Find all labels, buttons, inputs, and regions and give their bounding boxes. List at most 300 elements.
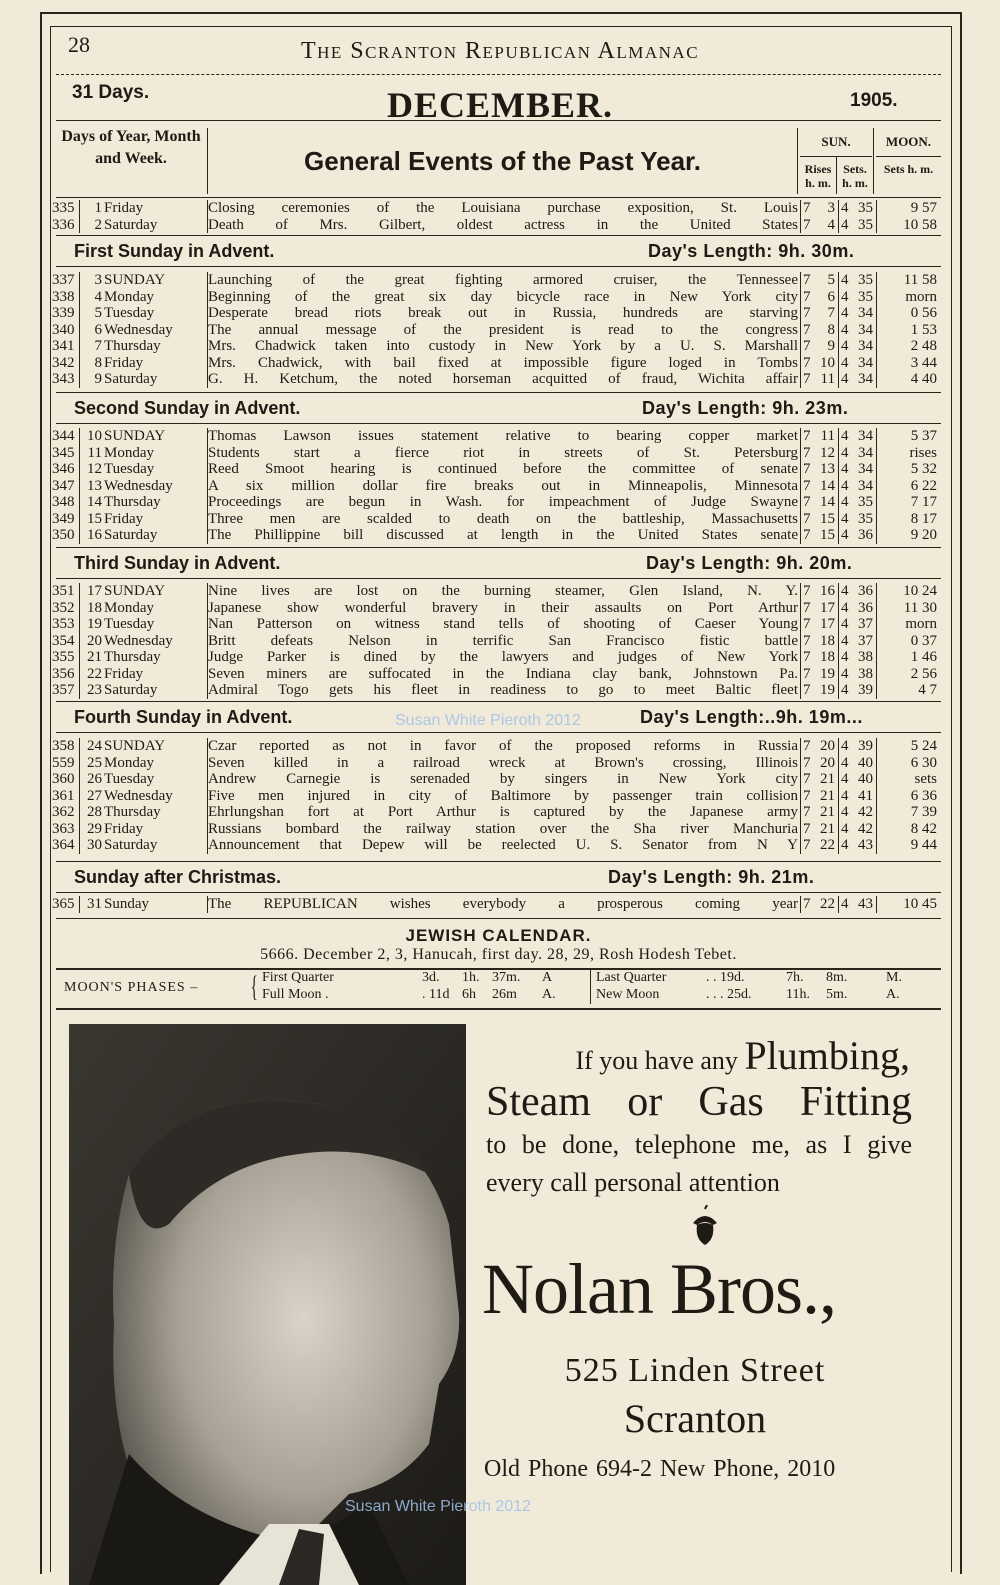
sun-sets: [839, 771, 877, 788]
sun-rises: [801, 322, 839, 339]
day-of-year: 349: [50, 511, 80, 528]
day-of-month: 9: [94, 371, 102, 387]
rise-hour: 7: [803, 665, 811, 682]
day-of-month: 30: [87, 837, 102, 853]
day-of-year: 340: [50, 322, 80, 339]
rise-hour: 7: [803, 837, 811, 853]
rise-hour: 7: [803, 305, 811, 321]
set-hour: 4: [841, 820, 849, 837]
day-of-month: 27: [87, 787, 102, 804]
day-of-year: 346: [50, 461, 80, 478]
set-hour: 4: [841, 305, 849, 321]
day-of-year: 353: [50, 616, 80, 633]
moon-sets: 7 17: [910, 494, 937, 510]
day-of-year: 338: [50, 289, 80, 306]
rise-hour: 7: [803, 477, 811, 494]
day-of-month: 29: [87, 820, 102, 837]
day-of-year: 339: [50, 305, 80, 322]
set-minute: 35: [858, 200, 873, 216]
sun-rises: [801, 616, 839, 633]
sun-rises: [801, 771, 839, 788]
ad-headline: [470, 1032, 910, 1079]
phase-hour: 6h: [462, 987, 476, 1002]
moon-sets: 6 36: [910, 787, 937, 804]
sun-sets: [839, 583, 877, 600]
sun-rises: [801, 338, 839, 355]
sun-sets: [839, 616, 877, 633]
ad-line-4: every call personal attention: [486, 1168, 780, 1197]
sunday-banner: [56, 861, 941, 893]
calendar-row: [50, 478, 943, 495]
set-hour: 4: [841, 837, 849, 853]
rise-minute: 10: [820, 354, 835, 371]
calendar-row: [50, 511, 943, 528]
sunday-banner: [56, 547, 941, 579]
calendar-row: [50, 445, 943, 462]
rise-minute: 18: [820, 649, 835, 665]
day-of-week: Monday: [104, 445, 208, 462]
rise-minute: 20: [820, 738, 835, 754]
event-text: The annual message of the president is read to the congress: [208, 322, 801, 339]
rise-minute: 18: [820, 632, 835, 649]
day-of-week: Sunday: [104, 896, 208, 913]
set-minute: 40: [858, 771, 873, 787]
sun-sets: [839, 200, 877, 217]
set-hour: 4: [841, 338, 849, 354]
sun-rises: [801, 788, 839, 805]
header-moon-sets: Sets h. m.: [883, 162, 934, 176]
set-hour: 4: [841, 527, 849, 543]
day-of-month: 18: [87, 599, 102, 616]
moon-sets: 9 57: [910, 200, 937, 216]
set-minute: 42: [858, 820, 873, 837]
set-minute: 35: [858, 494, 873, 510]
rise-minute: 11: [820, 428, 835, 444]
phase-ampm: A.: [542, 987, 556, 1002]
page-number: 28: [68, 32, 90, 57]
ad-word: Gas: [698, 1079, 764, 1125]
calendar-row: [50, 738, 943, 755]
phase-ampm: M.: [886, 970, 902, 985]
day-of-year: 354: [50, 633, 80, 650]
sun-sets: [839, 305, 877, 322]
sun-sets: [839, 804, 877, 821]
header-divider: [873, 128, 874, 194]
set-hour: 4: [841, 649, 849, 665]
calendar-row: [50, 371, 943, 388]
rise-hour: 7: [803, 494, 811, 510]
rise-minute: 7: [827, 305, 835, 321]
day-of-month: 13: [87, 477, 102, 494]
ad-services: [486, 1078, 912, 1126]
sun-rises: [801, 896, 839, 913]
day-of-year: 347: [50, 478, 80, 495]
phase-name: New Moon: [596, 987, 660, 1002]
sun-sets: [839, 666, 877, 683]
rise-hour: 7: [803, 428, 811, 444]
day-of-week: Wednesday: [104, 322, 208, 339]
day-of-week: Tuesday: [104, 771, 208, 788]
set-hour: 4: [841, 477, 849, 494]
rise-hour: 7: [803, 527, 811, 543]
almanac-title: The Scranton Republican Almanac: [300, 38, 700, 64]
moon-phases-label: MOON'S PHASES –: [64, 980, 199, 995]
header-divider: [797, 128, 798, 194]
day-of-year: 355: [50, 649, 80, 666]
day-of-week: SUNDAY: [104, 428, 208, 445]
sun-rises: [801, 371, 839, 388]
calendar-row: [50, 804, 943, 821]
day-of-week: SUNDAY: [104, 272, 208, 289]
day-of-month: 31: [87, 896, 102, 912]
phase-hour: 7h.: [786, 970, 804, 985]
day-of-month: 3: [94, 272, 102, 288]
rise-minute: 14: [820, 494, 835, 510]
sun-sets: [839, 445, 877, 462]
moon-sets: 9 44: [910, 837, 937, 853]
rise-minute: 21: [820, 820, 835, 837]
event-text: Judge Parker is dined by the lawyers and judges of New York: [208, 649, 801, 666]
set-minute: 34: [858, 354, 873, 371]
day-of-week: Saturday: [104, 527, 208, 544]
rise-minute: 13: [820, 461, 835, 477]
day-of-month: 15: [87, 510, 102, 527]
day-of-year: 365: [50, 896, 80, 913]
set-minute: 34: [858, 305, 873, 321]
sunday-name: Third Sunday in Advent.: [74, 553, 281, 573]
phase-first-quarter: [262, 970, 572, 986]
calendar-row: [50, 527, 943, 544]
rise-minute: 19: [820, 665, 835, 682]
moon-sets: 8 42: [910, 820, 937, 837]
set-minute: 34: [858, 371, 873, 387]
set-minute: 43: [858, 837, 873, 853]
day-of-month: 14: [87, 494, 102, 510]
rise-hour: 7: [803, 820, 811, 837]
day-of-week: Saturday: [104, 217, 208, 234]
rise-hour: 7: [803, 510, 811, 527]
calendar-row: [50, 666, 943, 683]
calendar-row: [50, 289, 943, 306]
sun-rises: [801, 200, 839, 217]
rise-minute: 17: [820, 599, 835, 616]
sun-sets: [839, 738, 877, 755]
day-of-week: Wednesday: [104, 633, 208, 650]
day-of-week: Monday: [104, 289, 208, 306]
day-of-year: 336: [50, 217, 80, 234]
jewish-calendar-title: JEWISH CALENDAR.: [405, 926, 592, 945]
sun-rises: [801, 355, 839, 372]
sunday-name: First Sunday in Advent.: [74, 241, 275, 261]
day-of-month: 7: [94, 338, 102, 354]
set-minute: 34: [858, 444, 873, 461]
calendar-row: [50, 682, 943, 699]
calendar-row: [50, 633, 943, 650]
event-text: Five men injured in city of Baltimore by passenger train collision: [208, 788, 801, 805]
days-count: 31 Days.: [72, 82, 150, 103]
day-of-year: 362: [50, 804, 80, 821]
rise-hour: 7: [803, 272, 811, 288]
sun-rises: [801, 511, 839, 528]
day-of-year: 356: [50, 666, 80, 683]
phase-hour: 11h.: [786, 987, 810, 1002]
sun-sets: [839, 511, 877, 528]
day-of-year: 351: [50, 583, 80, 600]
calendar-row: [50, 821, 943, 838]
rise-minute: 9: [827, 338, 835, 354]
rise-hour: 7: [803, 354, 811, 371]
day-of-month: 19: [87, 616, 102, 632]
rise-hour: 7: [803, 338, 811, 354]
calendar-row: [50, 338, 943, 355]
set-minute: 35: [858, 272, 873, 288]
day-of-month: 2: [94, 216, 102, 233]
event-text: Nine lives are lost on the burning steamer, Glen Island, N. Y.: [208, 583, 801, 600]
event-text: Death of Mrs. Gilbert, oldest actress in the United States: [208, 217, 801, 234]
sun-rises: [801, 837, 839, 854]
rise-minute: 19: [820, 682, 835, 698]
calendar-row: [50, 771, 943, 788]
day-of-year: 335: [50, 200, 80, 217]
rise-minute: 17: [820, 616, 835, 632]
event-text: Proceedings are begun in Wash. for impeachment of Judge Swayne: [208, 494, 801, 511]
day-of-week: Friday: [104, 200, 208, 217]
sun-rises: [801, 583, 839, 600]
day-of-week: Tuesday: [104, 305, 208, 322]
event-text: The Phillippine bill discussed at length in the United States senate: [208, 527, 801, 544]
sun-rises: [801, 755, 839, 772]
rise-minute: 14: [820, 477, 835, 494]
day-of-year: 559: [50, 755, 80, 772]
day-of-month: 21: [87, 649, 102, 665]
day-of-month: 1: [94, 200, 102, 216]
event-text: Mrs. Chadwick, with bail fixed at impossible figure loged in Tombs: [208, 355, 801, 372]
day-of-month: 17: [87, 583, 102, 599]
moon-sets: 0 37: [910, 632, 937, 649]
day-of-week: Thursday: [104, 804, 208, 821]
rise-minute: 5: [827, 272, 835, 288]
watermark: Susan White Pieroth 2012: [345, 1498, 531, 1515]
phase-full-moon: [262, 987, 572, 1003]
event-text: Nan Patterson on witness stand tells of shooting of Caeser Young: [208, 616, 801, 633]
day-of-week: SUNDAY: [104, 738, 208, 755]
rise-hour: 7: [803, 616, 811, 632]
calendar-row: [50, 649, 943, 666]
moon-sets: 1 46: [910, 649, 937, 665]
sun-rises: [801, 478, 839, 495]
table-bottom-rule: [56, 918, 941, 919]
phase-divider: [590, 970, 591, 1004]
sun-sets: [839, 600, 877, 617]
day-of-month: 23: [87, 682, 102, 698]
ad-city: Scranton: [623, 1396, 767, 1441]
set-hour: 4: [841, 632, 849, 649]
day-of-week: Friday: [104, 666, 208, 683]
day-of-year: 364: [50, 837, 80, 854]
event-text: Seven miners are suffocated in the Indiana clay bank, Johnstown Pa.: [208, 666, 801, 683]
calendar-row: [50, 600, 943, 617]
rise-hour: 7: [803, 682, 811, 698]
event-text: The REPUBLICAN wishes everybody a prosperous coming year: [208, 896, 801, 913]
year: 1905.: [850, 90, 898, 111]
set-minute: 34: [858, 428, 873, 444]
rise-minute: 15: [820, 527, 835, 543]
day-of-year: 363: [50, 821, 80, 838]
rise-minute: 6: [827, 288, 835, 305]
phase-day: 3d.: [422, 970, 440, 985]
moon-sets: 1 53: [910, 321, 937, 338]
set-hour: 4: [841, 682, 849, 698]
event-text: Launching of the great fighting armored cruiser, the Tennessee: [208, 272, 801, 289]
sunday-name: Second Sunday in Advent.: [74, 398, 301, 418]
phase-name: Full Moon .: [262, 987, 329, 1002]
day-of-week: Thursday: [104, 649, 208, 666]
set-minute: 40: [858, 754, 873, 771]
day-of-year: 341: [50, 338, 80, 355]
header-sun: SUN.: [821, 134, 851, 149]
set-hour: 4: [841, 616, 849, 632]
moon-sets: 10 58: [903, 216, 937, 233]
moon-sets: 3 44: [910, 354, 937, 371]
rise-hour: 7: [803, 461, 811, 477]
phase-min: 5m.: [826, 987, 848, 1002]
set-hour: 4: [841, 787, 849, 804]
sun-sets: [839, 896, 877, 913]
day-of-week: Saturday: [104, 371, 208, 388]
sunday-banner: [56, 392, 941, 424]
set-hour: 4: [841, 354, 849, 371]
sun-sets: [839, 428, 877, 445]
day-length: Day's Length:..9h. 19m...: [640, 707, 863, 727]
set-hour: 4: [841, 444, 849, 461]
rise-hour: 7: [803, 787, 811, 804]
calendar-row: [50, 583, 943, 600]
day-of-week: SUNDAY: [104, 583, 208, 600]
rise-minute: 11: [820, 371, 835, 387]
ad-headline-big: Plumbing,: [744, 1033, 910, 1078]
set-minute: 34: [858, 338, 873, 354]
set-minute: 42: [858, 804, 873, 820]
day-of-year: 343: [50, 371, 80, 388]
phase-name: First Quarter: [262, 970, 334, 985]
day-of-year: 360: [50, 771, 80, 788]
sun-sets: [839, 355, 877, 372]
sun-rises: [801, 217, 839, 234]
rise-hour: 7: [803, 583, 811, 599]
set-minute: 34: [858, 321, 873, 338]
day-of-month: 6: [94, 321, 102, 338]
set-hour: 4: [841, 272, 849, 288]
event-text: Seven killed in a railroad wreck at Brown's crossing, Illinois: [208, 755, 801, 772]
rise-hour: 7: [803, 321, 811, 338]
rise-minute: 4: [827, 216, 835, 233]
day-length: Day's Length: 9h. 30m.: [648, 241, 855, 261]
phase-ampm: A: [542, 970, 553, 985]
phase-last-quarter: [596, 970, 936, 986]
sun-sets: [839, 494, 877, 511]
calendar-row: [50, 217, 943, 234]
rise-hour: 7: [803, 444, 811, 461]
header-rule: [876, 156, 941, 157]
event-text: Thomas Lawson issues statement relative to bearing copper market: [208, 428, 801, 445]
calendar-row: [50, 461, 943, 478]
set-minute: 34: [858, 477, 873, 494]
set-minute: 38: [858, 649, 873, 665]
rise-hour: 7: [803, 804, 811, 820]
phase-day: . . . 25d.: [706, 987, 752, 1002]
set-hour: 4: [841, 804, 849, 820]
watermark: Susan White Pieroth 2012: [395, 712, 581, 729]
sun-rises: [801, 821, 839, 838]
set-minute: 35: [858, 288, 873, 305]
set-minute: 37: [858, 632, 873, 649]
day-of-week: Friday: [104, 821, 208, 838]
day-of-month: 10: [87, 428, 102, 444]
sun-rises: [801, 305, 839, 322]
rise-hour: 7: [803, 371, 811, 387]
set-hour: 4: [841, 510, 849, 527]
sun-sets: [839, 755, 877, 772]
ad-word: or: [627, 1079, 663, 1125]
rise-hour: 7: [803, 754, 811, 771]
event-text: Admiral Togo gets his fleet in readiness to go to meet Baltic fleet: [208, 682, 801, 699]
rise-hour: 7: [803, 288, 811, 305]
week-table: [50, 896, 943, 913]
moon-sets: 10 24: [903, 583, 937, 599]
set-hour: 4: [841, 754, 849, 771]
set-hour: 4: [841, 583, 849, 599]
set-minute: 39: [858, 682, 873, 698]
sun-sets: [839, 322, 877, 339]
day-length: Day's Length: 9h. 20m.: [646, 553, 853, 573]
day-of-month: 11: [87, 444, 102, 461]
moon-sets: 2 48: [910, 338, 937, 354]
sunday-name: Fourth Sunday in Advent.: [74, 707, 293, 727]
sun-sets: [839, 289, 877, 306]
rise-hour: 7: [803, 599, 811, 616]
moon-sets: 6 22: [910, 477, 937, 494]
rise-minute: 22: [820, 837, 835, 853]
set-minute: 36: [858, 583, 873, 599]
event-text: Students start a fierce riot in streets of St. Petersburg: [208, 445, 801, 462]
moon-sets: rises: [909, 444, 937, 461]
sun-sets: [839, 821, 877, 838]
day-of-week: Saturday: [104, 682, 208, 699]
event-text: A six million dollar fire breaks out in Minneapolis, Minnesota: [208, 478, 801, 495]
header-rises: Rises h. m.: [804, 162, 832, 190]
set-hour: 4: [841, 738, 849, 754]
sun-rises: [801, 649, 839, 666]
rise-minute: 3: [827, 200, 835, 216]
sun-sets: [839, 478, 877, 495]
sun-sets: [839, 527, 877, 544]
sun-sets: [839, 272, 877, 289]
day-of-week: Friday: [104, 511, 208, 528]
sun-rises: [801, 428, 839, 445]
rise-hour: 7: [803, 632, 811, 649]
set-hour: 4: [841, 896, 849, 912]
sun-sets: [839, 788, 877, 805]
moon-sets: 5 32: [910, 461, 937, 477]
moon-sets: 11 30: [903, 599, 937, 616]
phase-ampm: A.: [886, 987, 900, 1002]
set-minute: 43: [858, 896, 873, 912]
header-events: General Events of the Past Year.: [304, 146, 701, 176]
wavy-rule: [56, 74, 941, 75]
rise-hour: 7: [803, 200, 811, 216]
calendar-row: [50, 616, 943, 633]
moon-sets: 5 37: [910, 428, 937, 444]
